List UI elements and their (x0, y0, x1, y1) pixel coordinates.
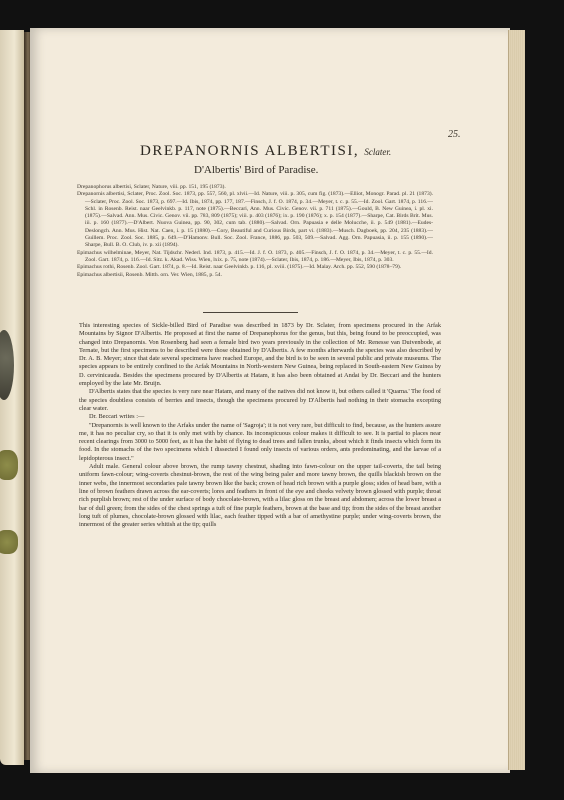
synonymy-entry: Drepanophorus albertisi, Sclater, Nature, viii. pp. 151, 195 (1873). (77, 184, 226, 190)
title-author: Sclater. (364, 147, 392, 157)
page-subtitle: D'Albertis' Bird of Paradise. (194, 164, 319, 176)
body-paragraph: This interesting species of Sickle-billed Bird of Paradise was described in 1873 by Dr. Sclater, from specimens procured in the Arfak Mountains by Signor D'Albertis. He proposed at first the name of Drepanephorus for the genus, but this, being found to be preoccupied, was changed into Drepanornis. Von Rosenberg had seen a female bird two years previously in the collection of Mr. Renesse van Duivenbode, at Ternate, but the first specimens to be described were those obtained by D'Albertis. A few months afterwards the species was also described by Dr. A. B. Meyer; since that date several specimens have reached Europe, and the bird is to be seen in several public and private museums. The species appears to be entirely confined to the Arfak Mountains in North-western New Guinea, being replaced in South-eastern New Guinea by D. cervinicauda. Besides the specimens procured by D'Albertis at Hatam, it has also been obtained at Andai by Dr. Beccari and the hunters employed by the late Mr. Bruijn. (79, 322, 441, 388)
illustration-fragment (0, 530, 18, 554)
body-paragraph: D'Albertis states that the species is very rare near Hatam, and many of the natives did not know it, but others called it 'Quarna.' The food of the species doubtless consists of berries and insects, though the specimens procured by D'Albertis had nothing in their stomachs excepting clear water. (79, 388, 441, 412)
illustration-fragment (0, 450, 18, 480)
title-genus: DREPANORNIS (140, 143, 261, 159)
synonymy-block (77, 184, 433, 279)
page-number: 25. (448, 129, 461, 140)
synonymy-entry: Epimachus wilhelminae, Meyer, Nat. Tijdschr. Nederl. Ind. 1873, p. 415.—Id. J. f. O. 1873, p. 405.—Finsch, J. f. O. 1874, p. 34.—Meyer, t. c. p. 55.—Id. Zool. Gart. 1874, p. 116.—Id. Sitz. k. Akad. Wiss. Wien, lxix. p. 75, note (1874).—Sclater, Ibis, 1874, p. 186.—Meyer, Ibis, 1874, p. 303. (77, 249, 433, 263)
synonymy-entry: Drepanornis albertisi, Sclater, Proc. Zool. Soc. 1873, pp. 557, 560, pl. xlvii.—Id. Nature, viii. p. 305, cum fig. (1873).—Elliot, Monogr. Parad. pl. 21 (1873).—Sclater, Proc. Zool. Soc. 1873, p. 697.—Id. Ibis, 1874, pp. 177, 187.—Finsch, J. f. O. 1874, p. 34.—Meyer, t. c. p. 55.—Id. Zool. Gart. 1874, p. 116.—Schl. in Rosenb. Reist. naar Geelvinkb. p. 117, note (1875).—Beccari, Ann. Mus. Civic. Genov. vii. p. 711 (1875).—Gould, B. New Guinea, i. pl. xi. (1875).—Salvad. Ann. Mus. Civic. Genov. vii. pp. 783, 809 (1875); viii. p. 403 (1876); ix. p. 190 (1876); x. p. 154 (1877).—Sharpe, Cat. Birds Brit. Mus. iii. p. 160 (1877).—D'Albert. Nuova Guinea, pp. 90, 302, cum tab. (1880).—Salvad. Orn. Papuasia e delle Molucche, ii. p. 549 (1881).—Eudes-Deslongch. Ann. Mus. Hist. Nat. Caen, i. p. 15 (1880).—Cory, Beautiful and Curious Birds, part vi. (1883).—Musch. Dagboek, pp. 204, 235 (1883).—Guillem. Proc. Zool. Soc. 1885, p. 649.—D'Hamonv. Bull. Soc. Zool. France, 1886, pp. 503, 509.—Salvad. Agg. Orn. Papuasia, ii. p. 155 (1890).—Sharpe, Bull. B. O. Club, iv. p. xii (1894). (77, 191, 433, 249)
body-paragraph: Dr. Beccari writes :— (89, 413, 145, 421)
facing-page-edge (0, 30, 24, 765)
body-paragraph: Adult male. General colour above brown, the rump tawny chestnut, shading into fawn-colour on the upper tail-coverts, the tail being uniform fawn-colour; wing-coverts chestnut-brown, the rest of the wing being paler and more tawny brown, the quills blackish brown on the inner webs, the innermost secondaries pale tawny brown like the back; crown of head rich brown with a purple gloss; sides of head bare, with a line of brown feathers drawn across the ear-coverts; lores and feathers in front of the eye and cheeks velvety brown glossed with purple; throat rich purplish brown; rest of the under surface of body chocolate-brown, with a lilac gloss on the breast and abdomen; across the lower breast a bar of dull green; from the sides of the chest springs a tuft of fine purple feathers, brown at the base and tip; from the sides of the breast another long tuft of plumes, chocolate-brown glossed with lilac, each feather tipped with a bar of amethystine purple; under wing-coverts brown, the innermost of the greater series whitish at the tip; quills (79, 463, 441, 529)
synonymy-entry: Epimachus albertisii, Rosenb. Mitth. orn. Ver. Wien, 1885, p. 54. (77, 271, 222, 278)
body-paragraph: "Drepanornis is well known to the Arfaks under the name of 'Sagroja'; it is not very rare, but difficult to find, because, as the hunters assure me, it has no peculiar cry, so that it is only met with by chance. Its inconspicuous colour makes it difficult to see. It is partial to places near recent clearings from 3000 to 5000 feet, as it has the habit of flying to dead trees and fallen trunks, about which it finds insects which form its food. In the stomachs of the two specimens which I dissected I found only insects of various orders, ants predominating, and the larvae of a lepidopterous insect." (79, 421, 441, 462)
body-text (79, 322, 441, 529)
section-divider (203, 312, 298, 313)
synonymy-entry: Epimachus rothi, Rosenb. Zool. Gart. 1874, p. 8.—Id. Reist. naar Geelvinkb. p. 116, pl. xviii. (1875).—Id. Malay. Arch. pp. 552, 590 (1878–79). (77, 264, 402, 271)
title-species: ALBERTISI, (264, 143, 360, 159)
illustration-fragment (0, 330, 14, 400)
page-stack-edge (508, 30, 525, 770)
page-title (140, 143, 440, 160)
